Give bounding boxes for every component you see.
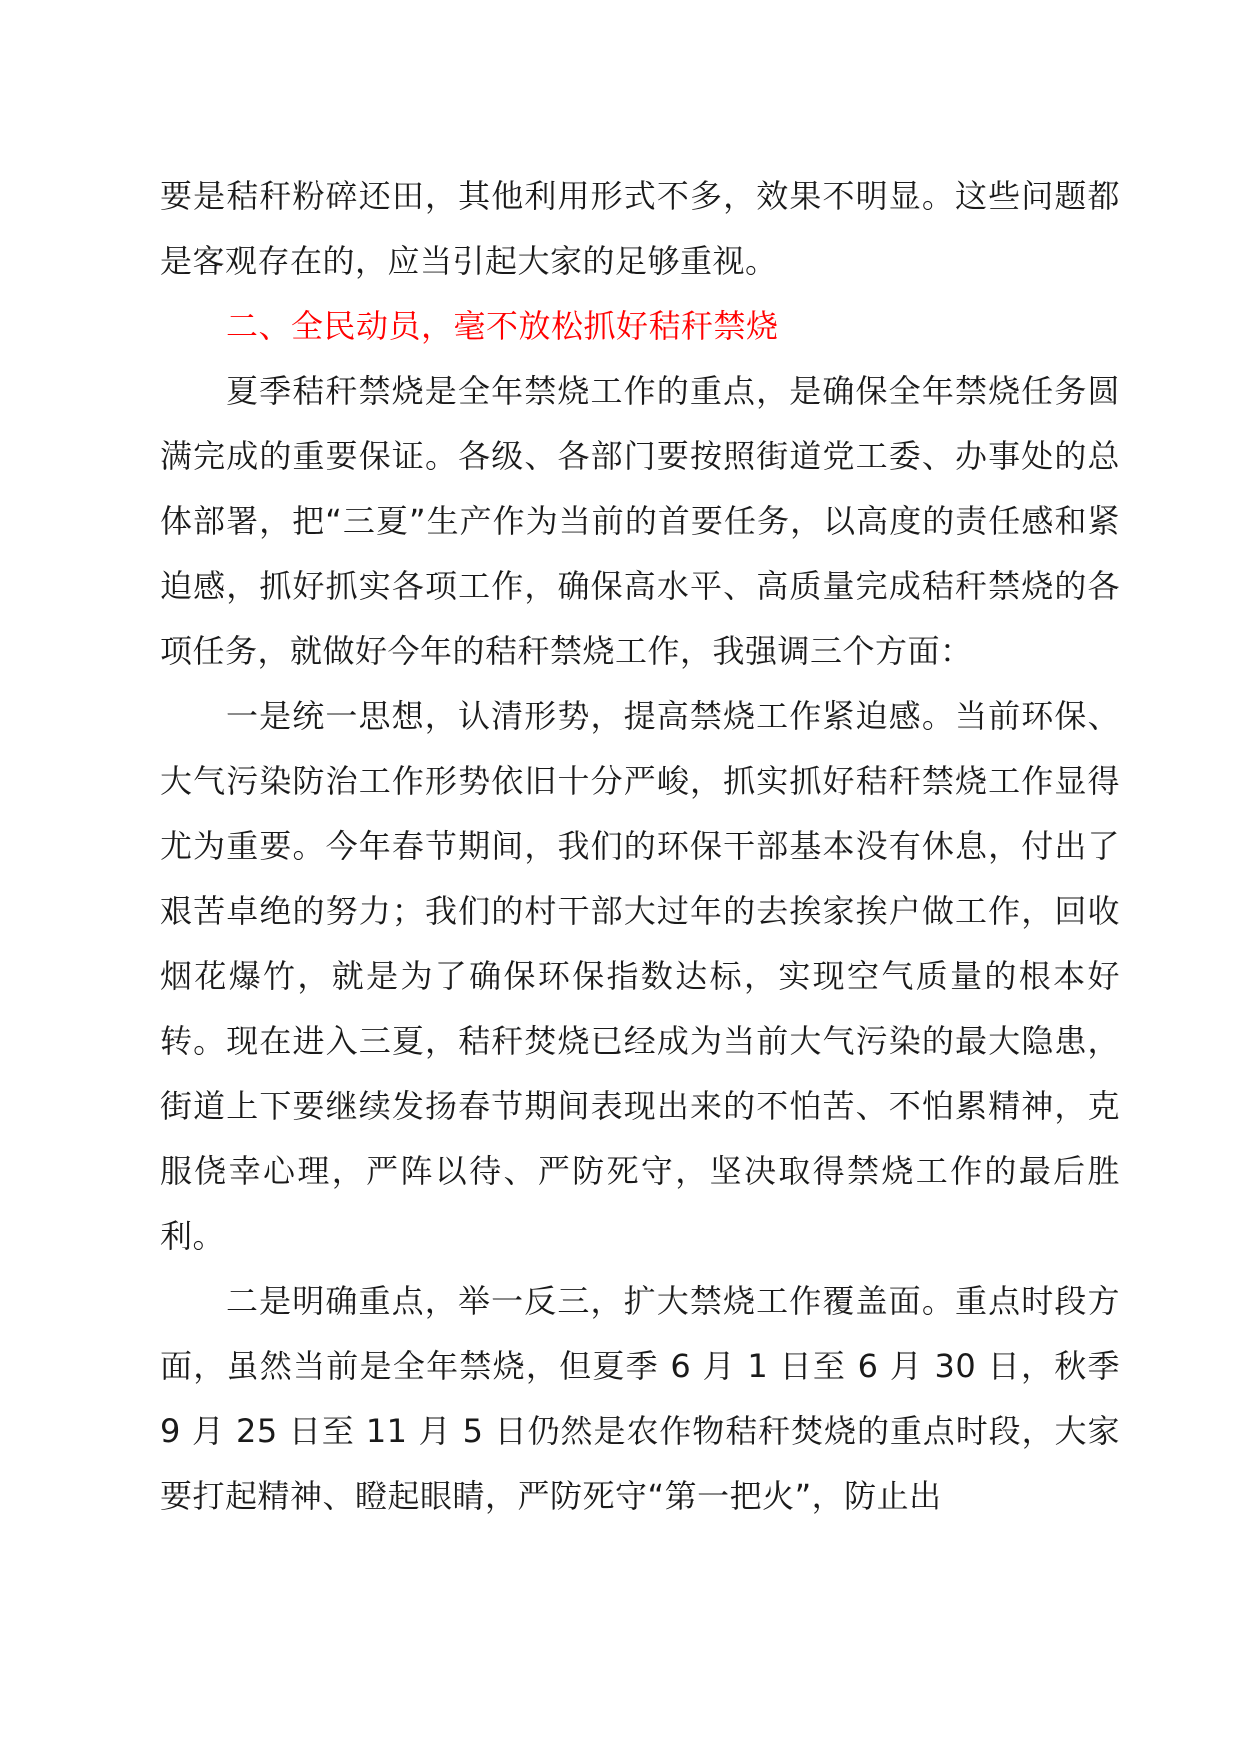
document-body: [160, 164, 1120, 1529]
paragraph-summer-ban: 夏季秸秆禁烧是全年禁烧工作的重点，是确保全年禁烧任务圆满完成的重要保证。各级、各部门要按照街道党工委、办事处的总体部署，把“三夏”生产作为当前的首要任务，以高度的责任感和紧迫感，抓好抓实各项工作，确保高水平、高质量完成秸秆禁烧的各项任务，就做好今年的秸秆禁烧工作，我强调三个方面：: [160, 372, 1120, 670]
paragraph-point-two: 二是明确重点，举一反三，扩大禁烧工作覆盖面。重点时段方面，虽然当前是全年禁烧，但夏季 6 月 1 日至 6 月 30 日，秋季 9 月 25 日至 11 月 5 日仍然是农作物秸秆焚烧的重点时段，大家要打起精神、瞪起眼睛，严防死守“第一把火”，防止出: [160, 1282, 1120, 1515]
paragraph-continuation: 要是秸秆粉碎还田，其他利用形式不多，效果不明显。这些问题都是客观存在的，应当引起大家的足够重视。: [160, 177, 1120, 280]
section-heading: 二、全民动员，毫不放松抓好秸秆禁烧: [226, 307, 779, 345]
paragraph-point-one: 一是统一思想，认清形势，提高禁烧工作紧迫感。当前环保、大气污染防治工作形势依旧十分严峻，抓实抓好秸秆禁烧工作显得尤为重要。今年春节期间，我们的环保干部基本没有休息，付出了艰苦卓绝的努力；我们的村干部大过年的去挨家挨户做工作，回收烟花爆竹，就是为了确保环保指数达标，实现空气质量的根本好转。现在进入三夏，秸秆焚烧已经成为当前大气污染的最大隐患，街道上下要继续发扬春节期间表现出来的不怕苦、不怕累精神，克服侥幸心理，严阵以待、严防死守，坚决取得禁烧工作的最后胜利。: [160, 697, 1120, 1255]
